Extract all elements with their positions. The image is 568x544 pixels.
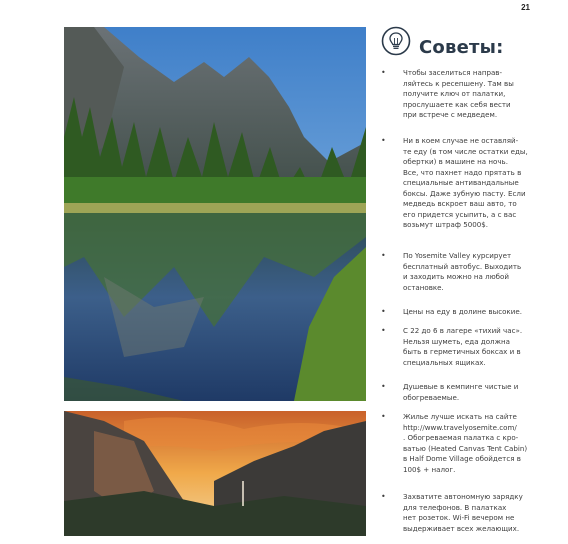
bullet: • (381, 307, 386, 316)
tip-item (381, 326, 541, 368)
tip-text: Жилье лучше искать на сайте http://www.travelyosemite.com/ . Обогреваемая палатка с кро- ватью (Heated Canvas Tent Cabin) в Half Dome Village обойдется в 100$ + налог. (403, 412, 528, 474)
tip-item (381, 382, 541, 403)
tip-item (381, 412, 541, 475)
tip-text: Цены на еду в долине высокие. (403, 307, 522, 316)
tip-item (381, 492, 541, 534)
tip-text: Ни в коем случае не оставляй- те еду (в том числе остатки еды, обертки) в машине на ночь. Все, что пахнет надо прятать в специальные антивандальные боксы. Даже зубную пасту. Если медведь вскроет ваш авто, то его придется усыпить, а с вас возьмут штраф 5000$. (403, 136, 528, 229)
tip-item (381, 68, 541, 121)
bullet: • (381, 136, 386, 145)
tip-item (381, 307, 541, 318)
bullet: • (381, 412, 386, 421)
bullet: • (381, 251, 386, 260)
bullet: • (381, 68, 386, 77)
lightbulb-icon (381, 26, 411, 56)
bullet: • (381, 492, 386, 501)
yosemite-valley-reflection-photo (64, 27, 366, 401)
tip-text: По Yosemite Valley курсирует бесплатный автобус. Выходить и заходить можно на любой остановке. (403, 251, 522, 292)
bullet: • (381, 382, 386, 391)
bullet: • (381, 326, 386, 335)
tips-header (381, 26, 541, 60)
tip-text: Душевые в кемпинге чистые и обогреваемые. (403, 382, 519, 402)
tip-text: Захватите автономную зарядку для телефонов. В палатках нет розеток. Wi-Fi вечером не выдерживает всех желающих. (403, 492, 523, 533)
tips-title: Советы: (419, 37, 504, 58)
yosemite-sunset-photo (64, 411, 366, 536)
tip-text: Чтобы заселиться направ- ляйтесь к ресепшену. Там вы получите ключ от палатки, прослушаете как себя вести при встрече с медведем. (403, 68, 514, 119)
tip-text: С 22 до 6 в лагере «тихий час». Нельзя шуметь, еда должна быть в герметичных боксах и в специальных ящиках. (403, 326, 523, 367)
page-number: 21 (521, 3, 530, 12)
tip-item (381, 251, 541, 293)
tip-item (381, 136, 541, 231)
